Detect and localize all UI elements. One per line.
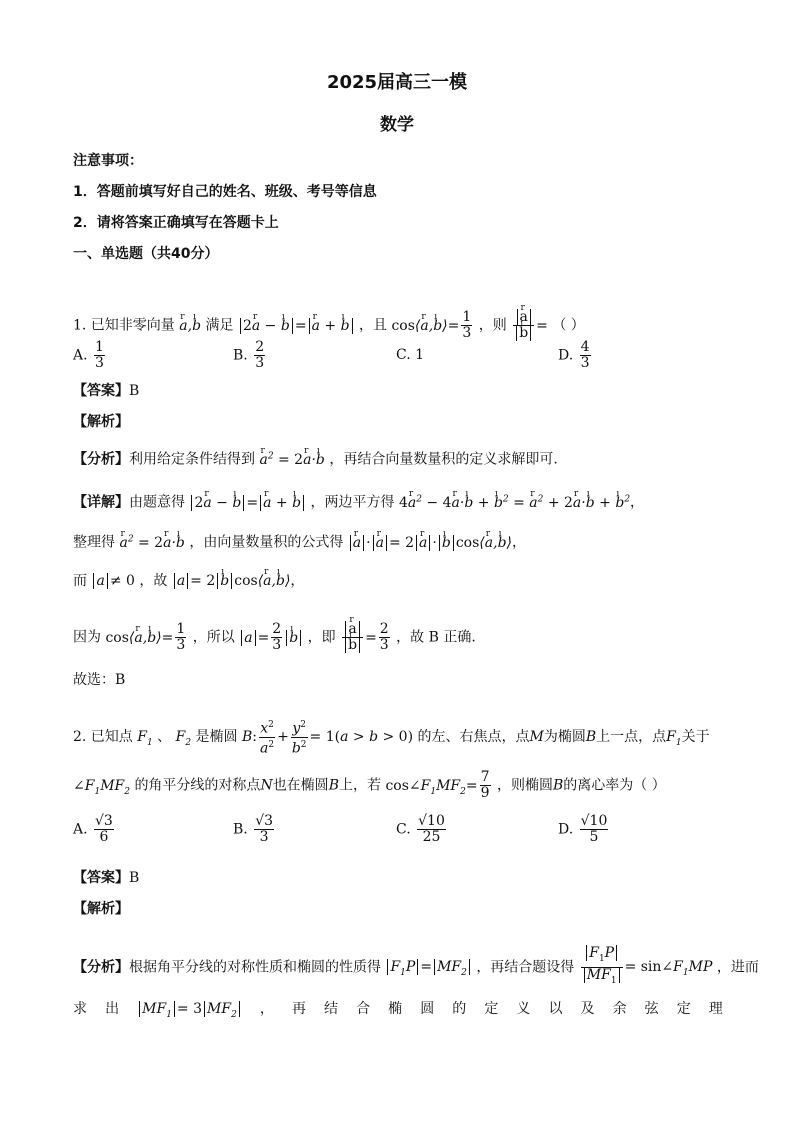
q2-option-b[interactable]: B. $\frac{√3}{3}$ bbox=[233, 813, 274, 845]
section-heading: 一、单选题（共40分） bbox=[73, 246, 219, 262]
q2-option-c[interactable]: C. $\frac{√10}{25}$ bbox=[396, 813, 445, 845]
q1-option-b[interactable]: B. $\frac{2}{3}$ bbox=[233, 339, 265, 371]
note-item-2: 2．请将答案正确填写在答题卡上 bbox=[73, 215, 279, 231]
q1-conclusion: 故选：B bbox=[73, 672, 126, 688]
q1-option-d[interactable]: D. $\frac{4}{3}$ bbox=[558, 339, 590, 371]
q1-option-c[interactable]: C. 1 bbox=[396, 347, 425, 363]
q2-fenxi-continued: 求 出 $MF_1 = 3$ $MF_2$ ， 再 结 合 椭 圆 的 定 义 以 及 余 弦 定 理 bbox=[73, 1001, 723, 1020]
q2-ellipse-equation: B: $\frac{x^2}{a^2}$ + $\frac{y^2}{b^2}$ = 1(a > b > 0) bbox=[241, 720, 414, 757]
q2-answer: 【答案】B bbox=[73, 870, 140, 886]
q1-cos-condition: cos⟨r a,ı b⟩= $\frac{1}{3}$ bbox=[391, 318, 474, 334]
q1-zhengli: 整理得 r $a^2 = 2r$ a·ı b ，由向量数量积的公式得 r a ·r a = 2r a ·ı b cos⟨r a,ı b⟩， bbox=[73, 530, 526, 552]
q1-er: 而 a ≠ 0 ，故 a = 2ı b cos⟨r a,ı b⟩， bbox=[73, 572, 304, 590]
q2-analysis-heading: 【解析】 bbox=[73, 901, 129, 917]
q1-vectors: r a,ı b bbox=[179, 318, 201, 334]
q1-option-a[interactable]: A. $\frac{1}{3}$ bbox=[73, 339, 104, 371]
notes-heading: 注意事项： bbox=[73, 153, 143, 169]
q2-stem-line1: 2. 已知点 $F_1$ 、 $F_2$ 是椭圆 B: $\frac{x^2}{a^2}$ + $\frac{y^2}{b^2}$ = 1(a > b > 0) 的左、右焦点，点M为椭圆B上一点，点$F_1$关于 bbox=[73, 720, 710, 757]
q2-option-a[interactable]: A. $\frac{√3}{6}$ bbox=[73, 813, 113, 845]
q1-fenxi: 【分析】利用给定条件结得到 r $a^2 = 2r$ a·ı b ，再结合向量数量积的定义求解即可. bbox=[73, 447, 558, 469]
exam-title: 2025届高三一模 bbox=[326, 72, 468, 93]
q2-stem-line2: $\angle F_1MF_2$ 的角平分线的对称点N也在椭圆B上，若 $\cos\angle F_1MF_2=$ $\frac{7}{9}$ ，则椭圆B的离心率为（ ） bbox=[73, 769, 666, 801]
exam-subject: 数学 bbox=[380, 115, 414, 135]
q1-stem: 1. 已知非零向量 r a,ı b 满足 2r a − ı b =r a + ı b ，且 cos⟨r a,ı b⟩= $\frac{1}{3}$ ，则 r a ı b = （ ） bbox=[73, 310, 585, 341]
q1-yinwei: 因为 cos⟨r a,ı b⟩= $\frac{1}{3}$ ，所以 a = $\frac{2}{3}$ ı b ，即 r a ı b = $\frac{2}{3}$ ，故 B 正确. bbox=[73, 622, 476, 653]
q2-option-d[interactable]: D. $\frac{√10}{5}$ bbox=[558, 813, 608, 845]
q2-fenxi: 【分析】根据角平分线的对称性质和椭圆的性质得 $F_1P = MF_2$ ，再结合题设得 $\frac{F_1P}{MF_1}$ = $\sin\angle F_1MP$ ，进而 bbox=[73, 945, 759, 986]
q1-xiangjie: 【详解】由题意得 2r a − ı b =r a + ı b ，两边平方得 4r $a^2 - 4r$ a·ı b + ı $b^2 = r$ $a^2 + 2r$ a·ı b + ı $b^2$， bbox=[73, 490, 644, 512]
q1-condition: 2r a − ı b =r a + ı b bbox=[238, 318, 355, 334]
q1-answer: 【答案】B bbox=[73, 383, 140, 399]
note-item-1: 1．答题前填写好自己的姓名、班级、考号等信息 bbox=[73, 184, 377, 200]
q1-ratio: r a ı b = bbox=[511, 318, 548, 334]
q1-analysis-heading: 【解析】 bbox=[73, 414, 129, 430]
